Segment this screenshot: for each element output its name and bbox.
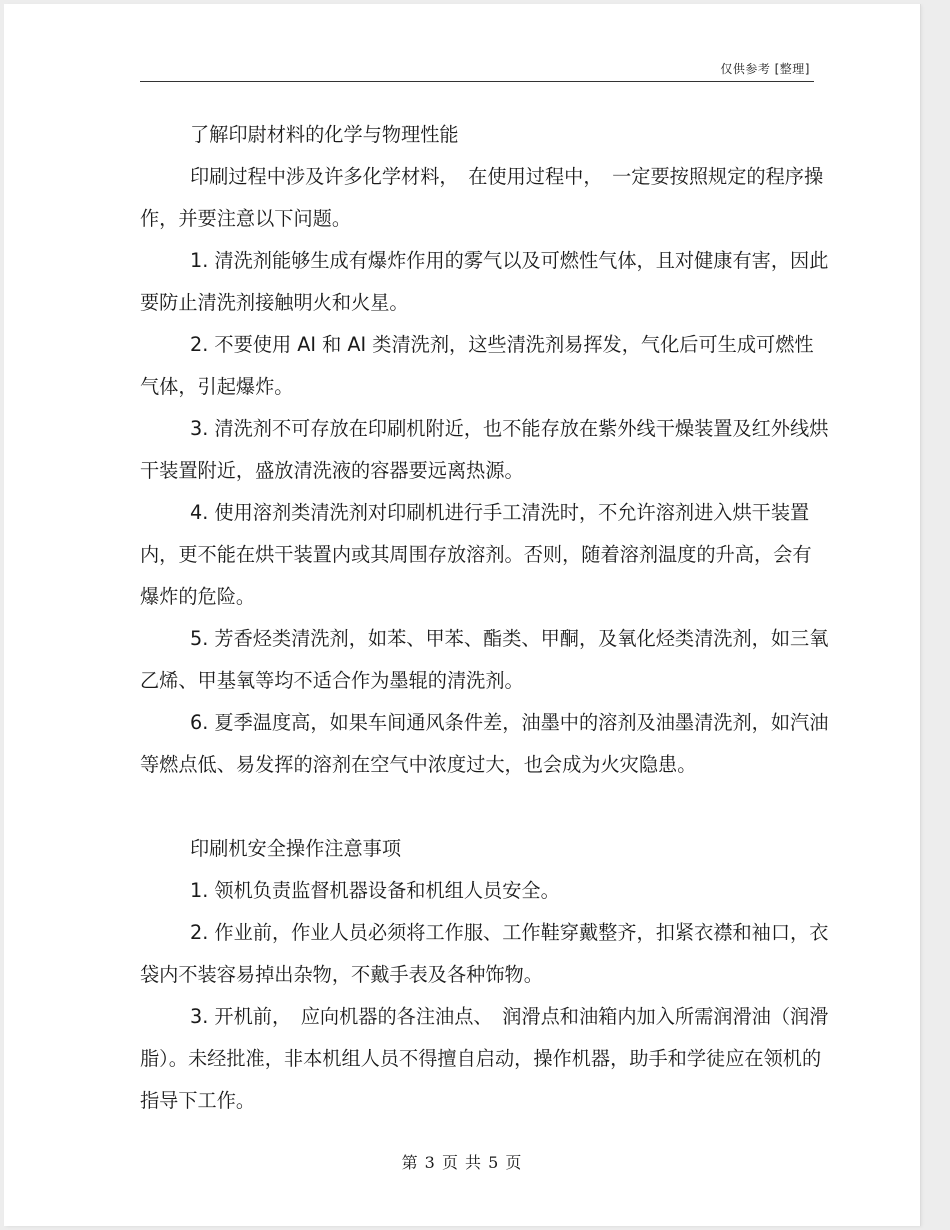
page-header: 仅供参考 [整理]	[720, 62, 810, 76]
paragraph: 印刷过程中涉及许多化学材料， 在使用过程中， 一定要按照规定的程序操作，并要注意以下问题。	[140, 165, 824, 230]
document-page	[4, 4, 920, 1226]
section-heading: 了解印尉材料的化学与物理性能	[190, 123, 459, 146]
header-rule	[140, 81, 814, 82]
page-footer: 第 3 页 共 5 页	[401, 1153, 523, 1172]
list-item: 2. 作业前，作业人员必须将工作服、工作鞋穿戴整齐，扣紧衣襟和袖口，衣袋内不装容易掉出杂物，不戴手表及各种饰物。	[140, 921, 829, 986]
list-item: 2. 不要使用 AI 和 AI 类清洗剂，这些清洗剂易挥发，气化后可生成可燃性气体，引起爆炸。	[140, 333, 814, 398]
list-item: 3. 开机前， 应向机器的各注油点、 润滑点和油箱内加入所需润滑油（润滑脂）。未经批准，非本机组人员不得擅自启动，操作机器，助手和学徒应在领机的指导下工作。	[140, 1005, 829, 1112]
list-item: 5. 芳香烃类清洗剂，如苯、甲苯、酯类、甲酮，及氧化烃类清洗剂，如三氧乙烯、甲基氧等均不适合作为墨辊的清洗剂。	[140, 627, 829, 692]
list-item: 3. 清洗剂不可存放在印刷机附近，也不能存放在紫外线干燥装置及红外线烘干装置附近，盛放清洗液的容器要远离热源。	[140, 417, 829, 482]
list-item: 4. 使用溶剂类清洗剂对印刷机进行手工清洗时，不允许溶剂进入烘干装置内，更不能在烘干装置内或其周围存放溶剂。否则，随着溶剂温度的升高，会有爆炸的危险。	[140, 501, 812, 608]
list-item: 1. 清洗剂能够生成有爆炸作用的雾气以及可燃性气体，且对健康有害，因此要防止清洗剂接触明火和火星。	[140, 249, 829, 314]
list-item: 6. 夏季温度高，如果车间通风条件差，油墨中的溶剂及油墨清洗剂，如汽油等燃点低、易发挥的溶剂在空气中浓度过大，也会成为火灾隐患。	[140, 711, 829, 776]
section-heading: 印刷机安全操作注意事项	[190, 837, 402, 860]
list-item: 1. 领机负责监督机器设备和机组人员安全。	[190, 879, 560, 902]
